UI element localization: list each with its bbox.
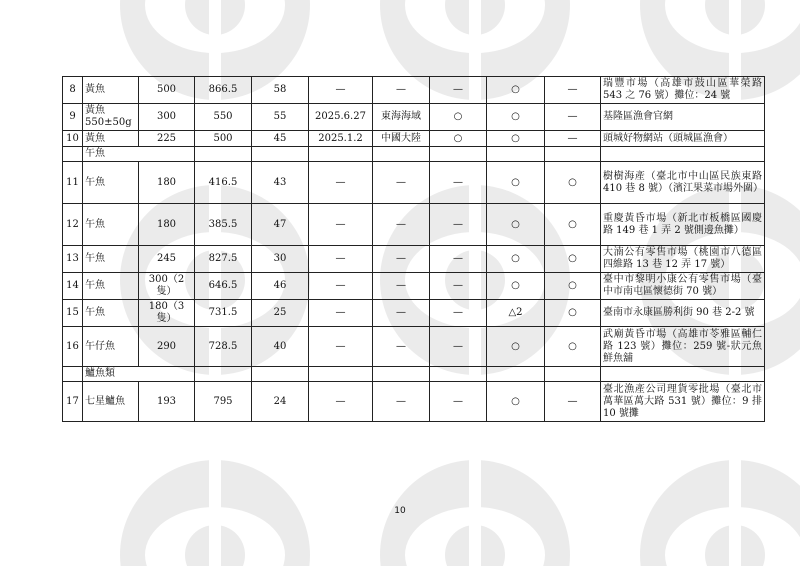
origin-cell: —	[373, 327, 430, 367]
origin-cell: —	[373, 246, 430, 273]
label-check-3: —	[545, 131, 601, 147]
weight-cell: 180（3 隻）	[139, 300, 195, 327]
empty-cell	[373, 147, 430, 162]
price-cell: 795	[195, 382, 252, 422]
table-row	[63, 204, 765, 246]
label-check-2: ○	[487, 382, 545, 422]
price-cell: 866.5	[195, 77, 252, 104]
unit-price-cell: 24	[252, 382, 309, 422]
row-number: 16	[63, 327, 83, 367]
fish-name: 午仔魚	[83, 327, 139, 367]
price-cell: 385.5	[195, 204, 252, 246]
empty-cell	[430, 367, 487, 382]
empty-cell	[195, 147, 252, 162]
date-cell: 2025.6.27	[309, 104, 373, 131]
unit-price-cell: 45	[252, 131, 309, 147]
unit-price-cell: 47	[252, 204, 309, 246]
section-number-cell	[63, 147, 83, 162]
label-check-2: ○	[487, 162, 545, 204]
row-number: 12	[63, 204, 83, 246]
label-check-2: ○	[487, 104, 545, 131]
weight-cell: 300（2 隻）	[139, 273, 195, 300]
row-number: 11	[63, 162, 83, 204]
unit-price-cell: 43	[252, 162, 309, 204]
row-number: 8	[63, 77, 83, 104]
section-label: 鱸魚類	[83, 367, 195, 382]
weight-cell: 290	[139, 327, 195, 367]
source-cell: 樹樹海產（臺北市中山區民族東路 410 巷 8 號）（濱江果菜市場外圍）	[601, 162, 765, 204]
source-cell: 基隆區漁會官網	[601, 104, 765, 131]
empty-cell	[545, 147, 601, 162]
label-check-1: ○	[430, 104, 487, 131]
origin-cell: —	[373, 77, 430, 104]
fish-name: 午魚	[83, 300, 139, 327]
source-cell: 臺中市黎明小康公有零售市場（臺中市南屯區懷德街 70 號）	[601, 273, 765, 300]
label-check-1: —	[430, 204, 487, 246]
label-check-3: ○	[545, 327, 601, 367]
price-cell: 646.5	[195, 273, 252, 300]
empty-cell	[309, 147, 373, 162]
weight-cell: 180	[139, 162, 195, 204]
date-cell: 2025.1.2	[309, 131, 373, 147]
unit-price-cell: 40	[252, 327, 309, 367]
empty-cell	[430, 147, 487, 162]
row-number: 14	[63, 273, 83, 300]
label-check-1: —	[430, 300, 487, 327]
unit-price-cell: 46	[252, 273, 309, 300]
weight-cell: 500	[139, 77, 195, 104]
source-cell: 瑞豐市場（高雄市鼓山區華榮路 543 之 76 號）攤位：24 號	[601, 77, 765, 104]
price-cell: 728.5	[195, 327, 252, 367]
table-row	[63, 327, 765, 367]
section-label: 午魚	[83, 147, 195, 162]
date-cell: —	[309, 204, 373, 246]
origin-cell: —	[373, 300, 430, 327]
date-cell: —	[309, 382, 373, 422]
date-cell: —	[309, 327, 373, 367]
label-check-3: —	[545, 77, 601, 104]
origin-cell: —	[373, 382, 430, 422]
origin-cell: 中國大陸	[373, 131, 430, 147]
weight-cell: 225	[139, 131, 195, 147]
fish-name: 午魚	[83, 204, 139, 246]
source-cell: 頭城好物網站（頭城區漁會）	[601, 131, 765, 147]
label-check-3: —	[545, 104, 601, 131]
label-check-3: ○	[545, 273, 601, 300]
label-check-2: ○	[487, 131, 545, 147]
row-number: 10	[63, 131, 83, 147]
label-check-2: ○	[487, 77, 545, 104]
empty-cell	[601, 367, 765, 382]
empty-cell	[309, 367, 373, 382]
label-check-1: —	[430, 162, 487, 204]
date-cell: —	[309, 162, 373, 204]
source-cell: 重慶黃昏市場（新北市板橋區國慶路 149 巷 1 弄 2 號側邊魚攤）	[601, 204, 765, 246]
label-check-2: ○	[487, 204, 545, 246]
date-cell: —	[309, 246, 373, 273]
table-row	[63, 162, 765, 204]
source-cell: 臺北漁產公司理貨零批場（臺北市萬華區萬大路 531 號）攤位：9 排 10 號攤	[601, 382, 765, 422]
date-cell: —	[309, 77, 373, 104]
fish-name: 午魚	[83, 162, 139, 204]
label-check-3: —	[545, 382, 601, 422]
source-cell: 武廟黃昏市場（高雄市苓雅區輔仁路 123 號）攤位：259 號-狀元魚鮮魚舖	[601, 327, 765, 367]
label-check-1: —	[430, 77, 487, 104]
origin-cell: —	[373, 273, 430, 300]
fish-name: 黃魚	[83, 131, 139, 147]
origin-cell: —	[373, 204, 430, 246]
label-check-2: △2	[487, 300, 545, 327]
section-row	[63, 367, 765, 382]
unit-price-cell: 55	[252, 104, 309, 131]
section-row	[63, 147, 765, 162]
row-number: 9	[63, 104, 83, 131]
price-cell: 827.5	[195, 246, 252, 273]
fish-name: 七星鱸魚	[83, 382, 139, 422]
label-check-1: ○	[430, 131, 487, 147]
source-cell: 臺南市永康區勝利街 90 巷 2-2 號	[601, 300, 765, 327]
price-cell: 731.5	[195, 300, 252, 327]
label-check-1: —	[430, 273, 487, 300]
section-number-cell	[63, 367, 83, 382]
label-check-1: —	[430, 382, 487, 422]
fish-price-table	[62, 76, 765, 422]
fish-name: 午魚	[83, 246, 139, 273]
price-cell: 416.5	[195, 162, 252, 204]
weight-cell: 180	[139, 204, 195, 246]
label-check-3: ○	[545, 246, 601, 273]
label-check-3: ○	[545, 204, 601, 246]
weight-cell: 245	[139, 246, 195, 273]
empty-cell	[252, 147, 309, 162]
row-number: 13	[63, 246, 83, 273]
table-row	[63, 104, 765, 131]
label-check-3: ○	[545, 162, 601, 204]
label-check-1: —	[430, 327, 487, 367]
fish-name: 黃魚 550±50g	[83, 104, 139, 131]
empty-cell	[373, 367, 430, 382]
unit-price-cell: 58	[252, 77, 309, 104]
label-check-2: ○	[487, 327, 545, 367]
fish-name: 黃魚	[83, 77, 139, 104]
label-check-1: —	[430, 246, 487, 273]
price-cell: 500	[195, 131, 252, 147]
empty-cell	[252, 367, 309, 382]
label-check-3: ○	[545, 300, 601, 327]
date-cell: —	[309, 300, 373, 327]
empty-cell	[195, 367, 252, 382]
unit-price-cell: 30	[252, 246, 309, 273]
table-row	[63, 273, 765, 300]
table-row	[63, 382, 765, 422]
table-row	[63, 300, 765, 327]
weight-cell: 300	[139, 104, 195, 131]
row-number: 17	[63, 382, 83, 422]
empty-cell	[487, 147, 545, 162]
unit-price-cell: 25	[252, 300, 309, 327]
table-row	[63, 131, 765, 147]
source-cell: 大湳公有零售市場（桃園市八德區四維路 13 巷 12 弄 17 號）	[601, 246, 765, 273]
price-cell: 550	[195, 104, 252, 131]
row-number: 15	[63, 300, 83, 327]
empty-cell	[601, 147, 765, 162]
date-cell: —	[309, 273, 373, 300]
weight-cell: 193	[139, 382, 195, 422]
table-row	[63, 246, 765, 273]
origin-cell: 東海海域	[373, 104, 430, 131]
fish-name: 午魚	[83, 273, 139, 300]
label-check-2: ○	[487, 273, 545, 300]
label-check-2: ○	[487, 246, 545, 273]
empty-cell	[487, 367, 545, 382]
empty-cell	[545, 367, 601, 382]
table-row	[63, 77, 765, 104]
origin-cell: —	[373, 162, 430, 204]
page-number: 10	[394, 506, 406, 516]
